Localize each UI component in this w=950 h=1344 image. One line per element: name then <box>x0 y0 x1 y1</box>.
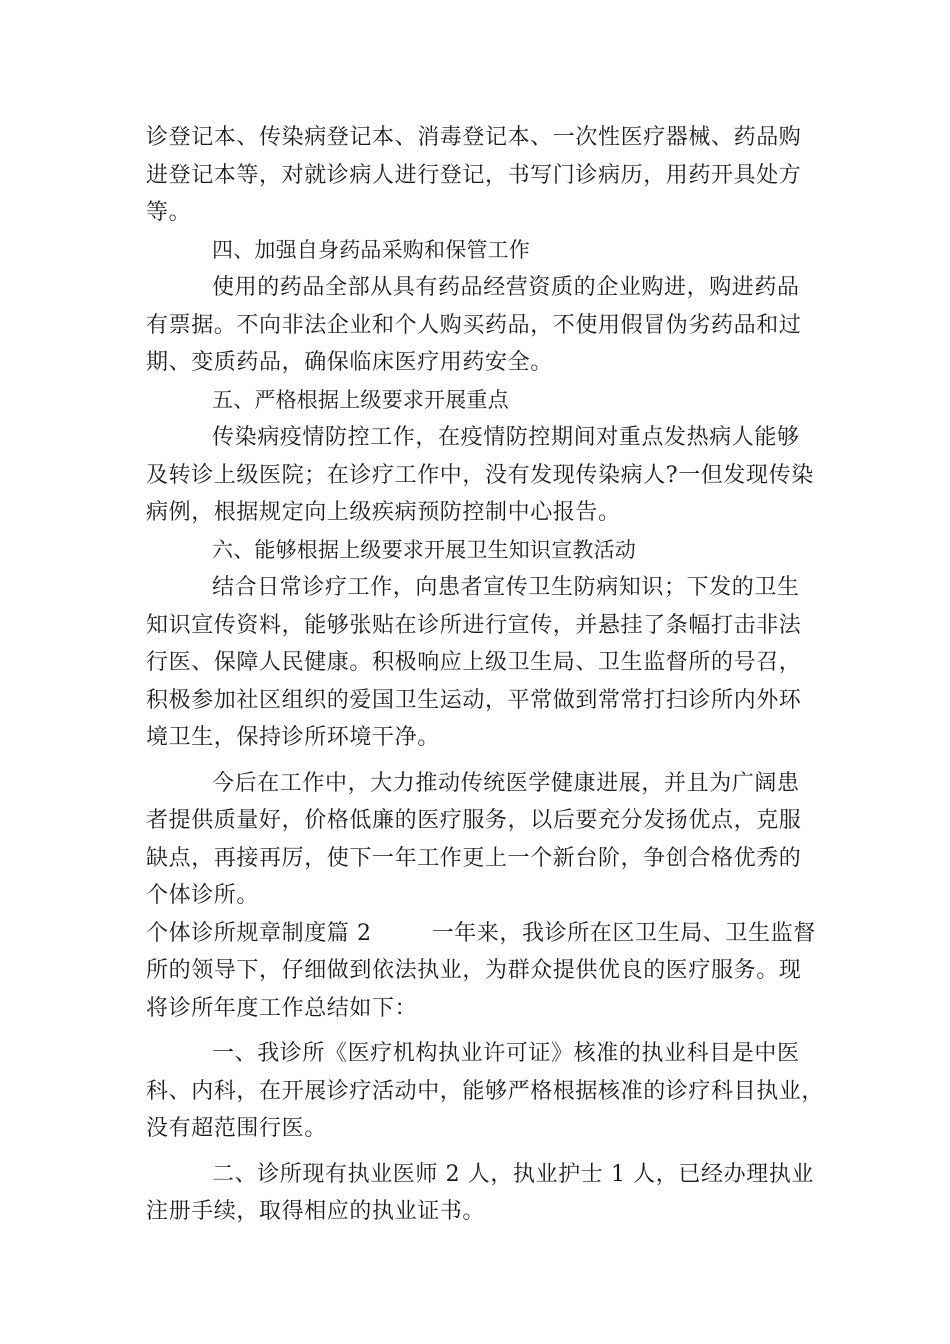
text-line: 二、诊所现有执业医师 2 人，执业护士 1 人，已经办理执业 <box>212 1161 814 1187</box>
text-line: 进登记本等，对就诊病人进行登记，书写门诊病历，用药开具处方 <box>146 162 802 188</box>
text-line: 知识宣传资料，能够张贴在诊所进行宣传，并悬挂了条幅打击非法 <box>146 612 802 638</box>
text-line: 期、变质药品，确保临床医疗用药安全。 <box>146 350 553 375</box>
article-title: 个体诊所规章制度篇 2 <box>146 920 372 946</box>
text-line: 病例，根据规定向上级疾病预防控制中心报告。 <box>146 500 621 525</box>
text-line: 使用的药品全部从具有药品经营资质的企业购进，购进药品 <box>212 275 800 300</box>
text-line: 个体诊所。 <box>146 883 260 908</box>
text-line: 诊登记本、传染病登记本、消毒登记本、一次性医疗器械、药品购 <box>146 125 802 150</box>
text-line: 没有超范围行医。 <box>146 1116 327 1141</box>
text-line: 传染病疫情防控工作，在疫情防控期间对重点发热病人能够 <box>212 425 800 450</box>
text-line: 等。 <box>146 200 192 225</box>
text-line: 有票据。不向非法企业和个人购买药品，不使用假冒伪劣药品和过 <box>146 312 802 338</box>
text-line: 科、内科，在开展诊疗活动中，能够严格根据核准的诊疗科目执业， <box>146 1078 825 1104</box>
section-heading: 四、加强自身药品采购和保管工作 <box>212 237 530 262</box>
text-line: 及转诊上级医院；在诊疗工作中，没有发现传染病人?一但发现传染 <box>146 462 814 488</box>
text-line: 将诊所年度工作总结如下： <box>146 995 418 1021</box>
document-page <box>146 119 825 1231</box>
text-line: 所的领导下，仔细做到依法执业，为群众提供优良的医疗服务。现 <box>146 958 802 983</box>
text-line: 积极参加社区组织的爱国卫生运动，平常做到常常打扫诊所内外环 <box>146 687 802 713</box>
text-line: 注册手续，取得相应的执业证书。 <box>146 1199 486 1224</box>
text-line: 一、我诊所《医疗机构执业许可证》核准的执业科目是中医 <box>212 1041 800 1066</box>
article-heading-line <box>146 915 818 953</box>
text-line: 缺点，再接再厉，使下一年工作更上一个新台阶，争创合格优秀的 <box>146 845 802 871</box>
section-heading: 五、严格根据上级要求开展重点 <box>212 387 509 412</box>
text-line: 结合日常诊疗工作，向患者宣传卫生防病知识；下发的卫生 <box>212 575 800 600</box>
text-line: 行医、保障人民健康。积极响应上级卫生局、卫生监督所的号召， <box>146 650 802 675</box>
section-heading: 六、能够根据上级要求开展卫生知识宣教活动 <box>212 537 636 562</box>
text-line: 者提供质量好，价格低廉的医疗服务，以后要充分发扬优点，克服 <box>146 808 802 833</box>
text-line: 境卫生，保持诊所环境干净。 <box>146 725 440 750</box>
text-line: 今后在工作中，大力推动传统医学健康进展，并且为广阔患 <box>212 770 800 796</box>
text-run: 一年来，我诊所在区卫生局、卫生监督 <box>431 920 816 946</box>
